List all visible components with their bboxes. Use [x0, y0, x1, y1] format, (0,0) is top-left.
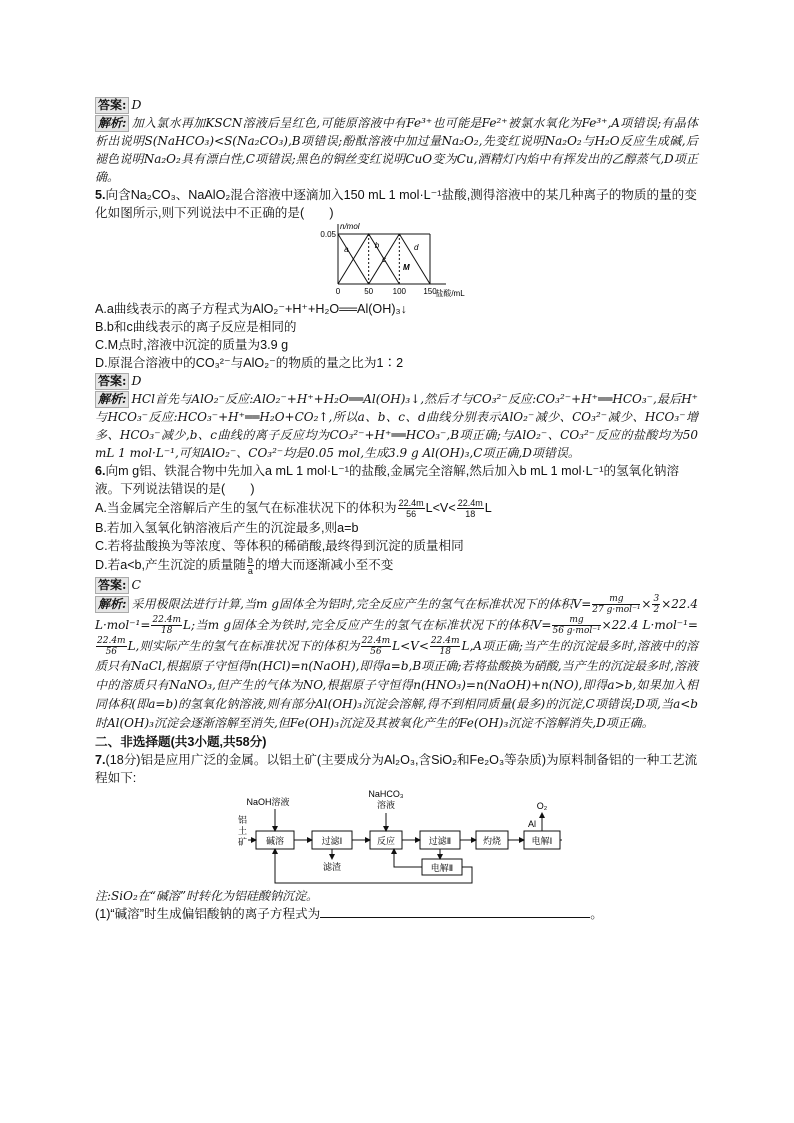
fraction-bottom: 56 g·mol⁻¹ — [552, 626, 601, 636]
flow-box-burn: 灼烧 — [482, 836, 501, 846]
option-b: B.若加入氢氧化钠溶液后产生的沉淀最多,则a=b — [95, 521, 359, 535]
fraction — [457, 498, 484, 519]
flow-naoh-label: NaOH溶液 — [245, 797, 290, 807]
answer-tag: 答案: — [95, 373, 129, 390]
fraction — [652, 594, 660, 615]
fraction — [552, 615, 600, 636]
fraction-top: 3 — [653, 594, 660, 604]
series-label-c: c — [381, 255, 386, 264]
explain-text: L,则实际产生的氢气在标准状况下的体积为 — [127, 639, 360, 653]
flow-al-label: Al — [527, 819, 536, 829]
sub-question-end: 。 — [590, 907, 603, 921]
explain-text: L<V< — [392, 639, 429, 653]
x-tick-label: 0 — [335, 287, 340, 296]
series-label-a: a — [343, 245, 349, 254]
fraction — [151, 615, 182, 636]
flow-filtrate-label: 滤渣 — [322, 862, 341, 872]
fraction-top: 22.4m — [97, 636, 126, 646]
fraction-top: 22.4m — [457, 498, 483, 508]
y-axis-label: n/mol — [339, 222, 360, 231]
q7-flowchart — [232, 787, 562, 887]
fraction-top: b — [247, 555, 253, 565]
explain-text: ×22.4 L·mol⁻¹= — [95, 597, 698, 632]
option-d — [95, 555, 698, 576]
option-a — [95, 498, 698, 519]
q6-answer-line — [95, 576, 698, 594]
answer-tag: 答案: — [95, 97, 129, 114]
question-text: 向m g铝、铁混合物中先加入a mL 1 mol·L⁻¹的盐酸,金属完全溶解,然后加入b mL 1 mol·L⁻¹的氢氧化钠溶液。下列说法错误的是( ) — [95, 464, 680, 496]
explain-text: HCl首先与AlO₂⁻反应:AlO₂⁻+H⁺+H₂O══Al(OH)₃↓,然后才与CO₃²⁻反应:CO₃²⁻+H⁺══HCO₃⁻,最后H⁺与HCO₃⁻反应:HCO₃⁻+H⁺══H₂O+CO₂↑,所以a、b、c、d曲线分别表示AlO₂⁻减少、CO₃²⁻减少、HCO₃⁻增多、HCO₃⁻减少,b、c曲线的离子反应均为CO₃²⁻+H⁺══HCO₃⁻,B项正确;与AlO₂⁻、CO₃²⁻反应的盐酸均为50 mL 1 mol·L⁻¹,可知AlO₂⁻、CO₃²⁻均是0.05 mol,生成3.9 g Al(OH)₃,C项正确,D项错误。 — [95, 392, 698, 460]
q7-note: 注:SiO₂在“碱溶”时转化为铝硅酸钠沉淀。 — [95, 889, 319, 903]
fraction — [430, 636, 461, 657]
explain-text: ×22.4 L·mol⁻¹= — [601, 618, 698, 632]
question-number: 6. — [95, 464, 106, 478]
series-label-b: b — [374, 241, 379, 250]
option-b: B.b和c曲线表示的离子反应是相同的 — [95, 320, 297, 334]
flow-box-alkali: 碱溶 — [265, 836, 284, 846]
x-tick-label: 150 — [422, 287, 437, 296]
explain-text: 采用极限法进行计算,当m g固体全为铝时,完全反应产生的氢气在标准状况下的体积V= — [131, 597, 592, 611]
explain-tag: 解析: — [95, 115, 129, 132]
flow-box-react: 反应 — [376, 836, 395, 846]
fraction-bottom: 2 — [653, 605, 660, 615]
flow-box-filter1: 过滤Ⅰ — [321, 836, 342, 846]
explain-text: L;当m g固体全为铁时,完全反应产生的氢气在标准状况下的体积V= — [183, 618, 552, 632]
flow-box-elec2: 电解Ⅱ — [430, 863, 453, 873]
option-d: D.原混合溶液中的CO₃²⁻与AlO₂⁻的物质的量之比为1∶2 — [95, 356, 404, 370]
flow-o2-label: O₂ — [536, 801, 547, 811]
option-a: A.a曲线表示的离子方程式为AlO₂⁻+H⁺+H₂O══Al(OH)₃↓ — [95, 302, 407, 316]
answer-blank[interactable] — [320, 905, 590, 918]
fraction-bottom: 56 — [370, 647, 382, 657]
option-a-text: A.当金属完全溶解后产生的氢气在标准状况下的体积为 — [95, 500, 397, 515]
q7-sub1 — [95, 905, 698, 923]
answer-value: C — [131, 577, 141, 592]
series-line-d — [399, 234, 430, 284]
fraction — [361, 636, 392, 657]
answer-value: D — [131, 97, 142, 112]
question-number: 5. — [95, 188, 106, 202]
fraction-bottom: 18 — [439, 647, 451, 657]
series-label-M: M — [402, 263, 410, 272]
fraction — [398, 498, 425, 519]
option-d-end: 的增大而逐渐减小至不变 — [254, 557, 394, 572]
explain-text: 加入氯水再加KSCN溶液后呈红色,可能原溶液中有Fe³⁺也可能是Fe²⁺被氯水氧化为Fe³⁺,A项错误;有晶体析出说明S(NaHCO₃)<S(Na₂CO₃),B项错误;酚酞溶液中加过量Na₂O₂,先变红说明Na₂O₂与H₂O反应生成碱,后褪色说明Na₂O₂具有漂白性,C项错误;黑色的铜丝变红说明CuO变为Cu,酒精灯内焰中有挥发出的乙醇蒸气,D项正确。 — [95, 116, 698, 184]
q5-explanation — [95, 390, 698, 462]
option-a-end: L — [484, 500, 492, 515]
q5-chart — [312, 222, 482, 300]
fraction-bottom: 18 — [161, 626, 173, 636]
section-heading: 二、非选择题(共3小题,共58分) — [95, 735, 267, 749]
question-number: 7. — [95, 753, 106, 767]
q7-stem — [95, 751, 698, 787]
y-tick-label: 0.05 — [319, 230, 336, 239]
explain-tag: 解析: — [95, 596, 129, 613]
fraction — [247, 555, 254, 576]
fraction-top: 22.4m — [430, 636, 460, 646]
question-text: 向含Na₂CO₃、NaAlO₂混合溶液中逐滴加入150 mL 1 mol·L⁻¹盐酸,测得溶液中的某几种离子的物质的量的变化如图所示,则下列说法中不正确的是( ) — [95, 188, 697, 220]
explain-tag: 解析: — [95, 391, 129, 408]
fraction-bottom: 56 — [406, 509, 417, 519]
x-tick-label: 100 — [392, 287, 406, 296]
fraction-bottom: 18 — [465, 509, 476, 519]
series-label-d: d — [413, 243, 419, 252]
q7-flowchart-wrap — [95, 787, 698, 887]
q5-options — [95, 300, 698, 372]
option-d-text: D.若a<b,产生沉淀的质量随 — [95, 557, 246, 572]
fraction-bottom: 56 — [105, 647, 118, 657]
fraction-top: 22.4m — [398, 498, 424, 508]
option-a-mid: L<V< — [425, 500, 456, 515]
flow-box-filter2: 过滤Ⅱ — [428, 836, 451, 846]
document-page — [95, 96, 698, 923]
q6-options — [95, 498, 698, 576]
fraction-bottom: 27 g·mol⁻¹ — [592, 605, 641, 615]
option-c: C.若将盐酸换为等浓度、等体积的稀硝酸,最终得到沉淀的质量相同 — [95, 539, 464, 553]
fraction — [96, 636, 127, 657]
fraction-top: 22.4m — [361, 636, 391, 646]
q4-explanation — [95, 114, 698, 186]
question-text: (18分)铝是应用广泛的金属。以铝土矿(主要成分为Al₂O₃,含SiO₂和Fe₂O₃等杂质)为原料制备铝的一种工艺流程如下: — [95, 753, 698, 785]
q5-stem — [95, 186, 698, 222]
fraction-top: mg — [552, 615, 600, 626]
q5-answer-line — [95, 372, 698, 390]
explain-text: L,A项正确;当产生的沉淀最多时,溶液中的溶质只有NaCl,根据原子守恒得n(HCl)=n(NaOH),即得a=b,B项正确;若将盐酸换为硝酸,当产生的沉淀最多时,溶液中的溶质只有NaNO₃,但产生的气体为NO,根据原子守恒得n(HNO₃)=n(NaOH)+n(NO),即得a>b,如果加入相同体积(即a=b)的氢氧化钠溶液,则有部分Al(OH)₃沉淀会溶解,得不到相同质量(最多)的沉淀,C项错误;D项,当a<b时Al(OH)₃沉淀会逐渐溶解至消失,但Fe(OH)₃沉淀及其被氧化产生的Fe(OH)₃沉淀不溶解消失,D项正确。 — [95, 639, 698, 730]
flow-box-elec1: 电解Ⅰ — [531, 836, 552, 846]
sub-question-text: (1)“碱溶”时生成偏铝酸钠的离子方程式为 — [95, 907, 321, 921]
answer-tag: 答案: — [95, 577, 129, 594]
fraction-top: mg — [592, 594, 640, 605]
x-axis-label: 盐酸/mL — [434, 289, 465, 298]
fraction-bottom: a — [247, 566, 253, 576]
flow-nahco3-label: NaHCO₃ 溶液 — [367, 789, 404, 810]
fraction-top: 22.4m — [152, 615, 182, 625]
q6-stem — [95, 462, 698, 498]
q6-explanation: 解析: 采用极限法进行计算,当m g固体全为铝时,完全反应产生的氢气在标准状况下的体积V= $\frac{mg}{\text{27 g·mol⁻¹}}$ × $\frac{3}{2}$ ×22.4 L·mol⁻¹= $\frac{22.4m}{18}$ L;当m g固体全为铁时,完全反应产生的氢气在标准状况下的体积V= $\frac{mg}{\text{56 g·mol⁻¹}}$ ×22.4 L·mol⁻¹= $\frac{22.4m}{56}$ L,则实际产生的氢气在标准状况下的体积为 $\frac{22.4m}{56}$ L<V< $\frac{22.4m}{18}$ L,A项正确;当产生的沉淀最多时,溶液中的溶质只有NaCl,根据原子守恒得n(HCl)=n(NaOH),即得a=b,B项正确;若将盐酸换为硝酸,当产生的沉淀最多时,溶液中的溶质只有NaNO₃,但产生的气体为NO,根据原子守恒得n(HNO₃)=n(NaOH)+n(NO),即得a>b,如果加入相同体积(即a=b)的氢氧化钠溶液,则有部分Al(OH)₃沉淀会溶解,得不到相同质量(最多)的沉淀,C项错误;D项,当a<b时Al(OH)₃沉淀会逐渐溶解至消失,但Fe(OH)₃沉淀及其被氧化产生的Fe(OH)₃沉淀不溶解消失,D项正确。 — [95, 594, 698, 730]
q4-answer-line — [95, 96, 698, 114]
answer-value: D — [131, 373, 142, 388]
option-c: C.M点时,溶液中沉淀的质量为3.9 g — [95, 338, 289, 352]
fraction — [592, 594, 640, 615]
x-tick-label: 50 — [363, 287, 373, 296]
flow-raw-label: 铝土矿 — [237, 815, 247, 847]
q5-chart-wrap — [95, 222, 698, 300]
